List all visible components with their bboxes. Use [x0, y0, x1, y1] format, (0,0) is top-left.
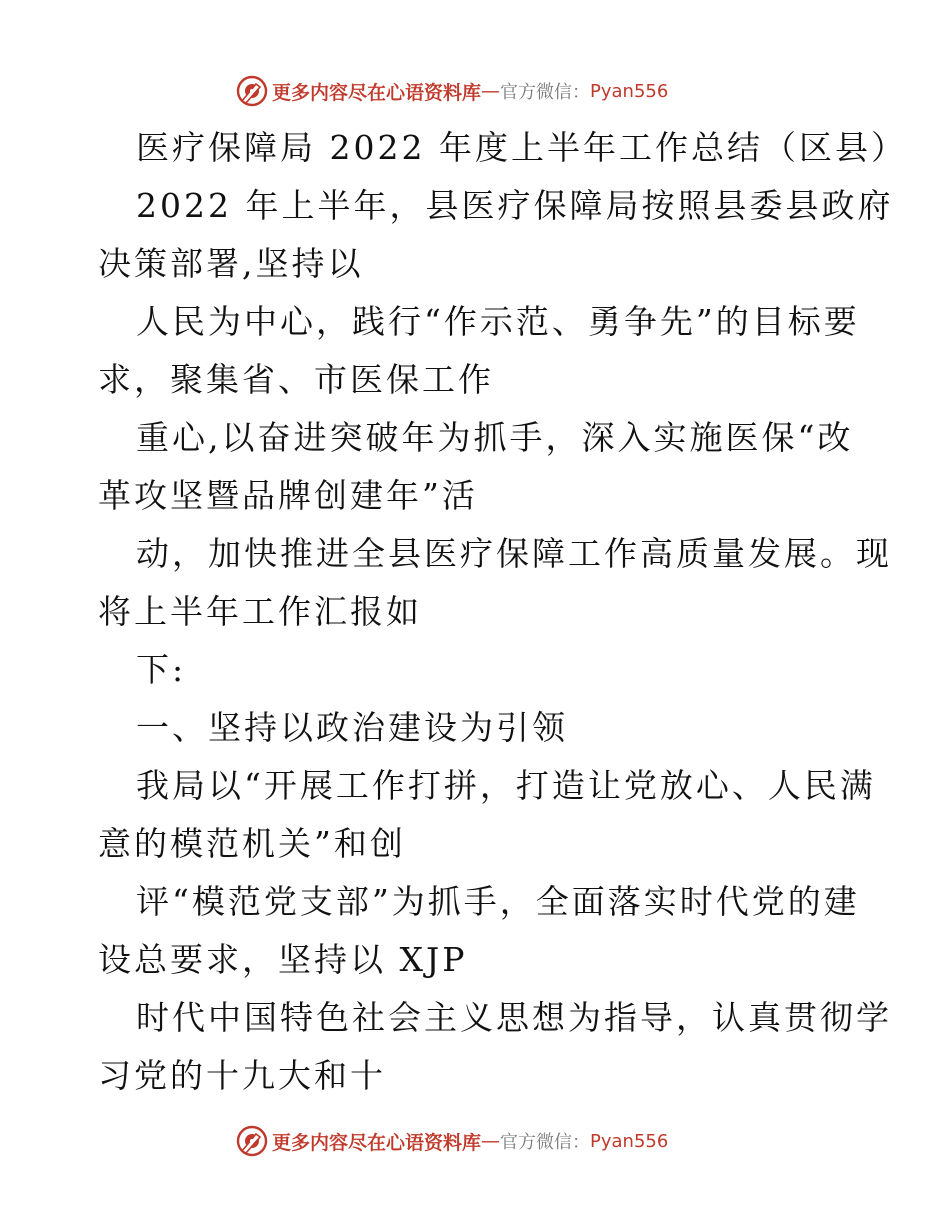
- paragraph-line: 评“模范党支部”为抓手，全面落实时代党的建: [136, 882, 860, 921]
- watermark-label: 官方微信：: [500, 82, 591, 103]
- watermark-dash: —: [481, 80, 501, 102]
- paragraph-line: 求，聚集省、市医保工作: [98, 360, 494, 399]
- watermark-main-text: 更多内容尽在心语资料库: [272, 81, 482, 104]
- pen-logo-icon: [236, 75, 268, 107]
- watermark-dash: —: [481, 1130, 501, 1152]
- paragraph-line: 下:: [136, 650, 187, 689]
- paragraph-line: 意的模范机关”和创: [98, 824, 406, 863]
- paragraph-line: 将上半年工作汇报如: [98, 592, 422, 631]
- paragraph-line: 决策部署,坚持以: [98, 244, 364, 283]
- paragraph-line: 时代中国特色社会主义思想为指导，认真贯彻学: [136, 998, 892, 1037]
- paragraph-line: 革攻坚暨品牌创建年”活: [98, 476, 478, 515]
- pen-logo-icon: [236, 1125, 268, 1157]
- footer-watermark: [236, 1124, 668, 1158]
- paragraph-line: 重心,以奋进突破年为抓手，深入实施医保“改: [136, 418, 854, 457]
- paragraph-line: 习党的十九大和十: [98, 1056, 386, 1095]
- watermark-wechat-id: Pyan556: [590, 1130, 669, 1152]
- paragraph-line: 人民为中心，践行“作示范、勇争先”的目标要: [136, 302, 860, 341]
- watermark-main-text: 更多内容尽在心语资料库: [272, 1131, 482, 1154]
- paragraph-line: 2022 年上半年，县医疗保障局按照县委县政府: [136, 186, 894, 225]
- paragraph-line: 设总要求，坚持以 XJP: [98, 940, 468, 979]
- section-heading: 一、坚持以政治建设为引领: [136, 708, 568, 747]
- header-watermark: [236, 74, 668, 108]
- paragraph-line: 动，加快推进全县医疗保障工作高质量发展。现: [136, 534, 892, 573]
- watermark-wechat-id: Pyan556: [590, 80, 669, 102]
- paragraph-line: 我局以“开展工作打拼，打造让党放心、人民满: [136, 766, 876, 805]
- watermark-label: 官方微信：: [500, 1132, 591, 1153]
- document-title: 医疗保障局 2022 年度上半年工作总结（区县）: [136, 128, 907, 167]
